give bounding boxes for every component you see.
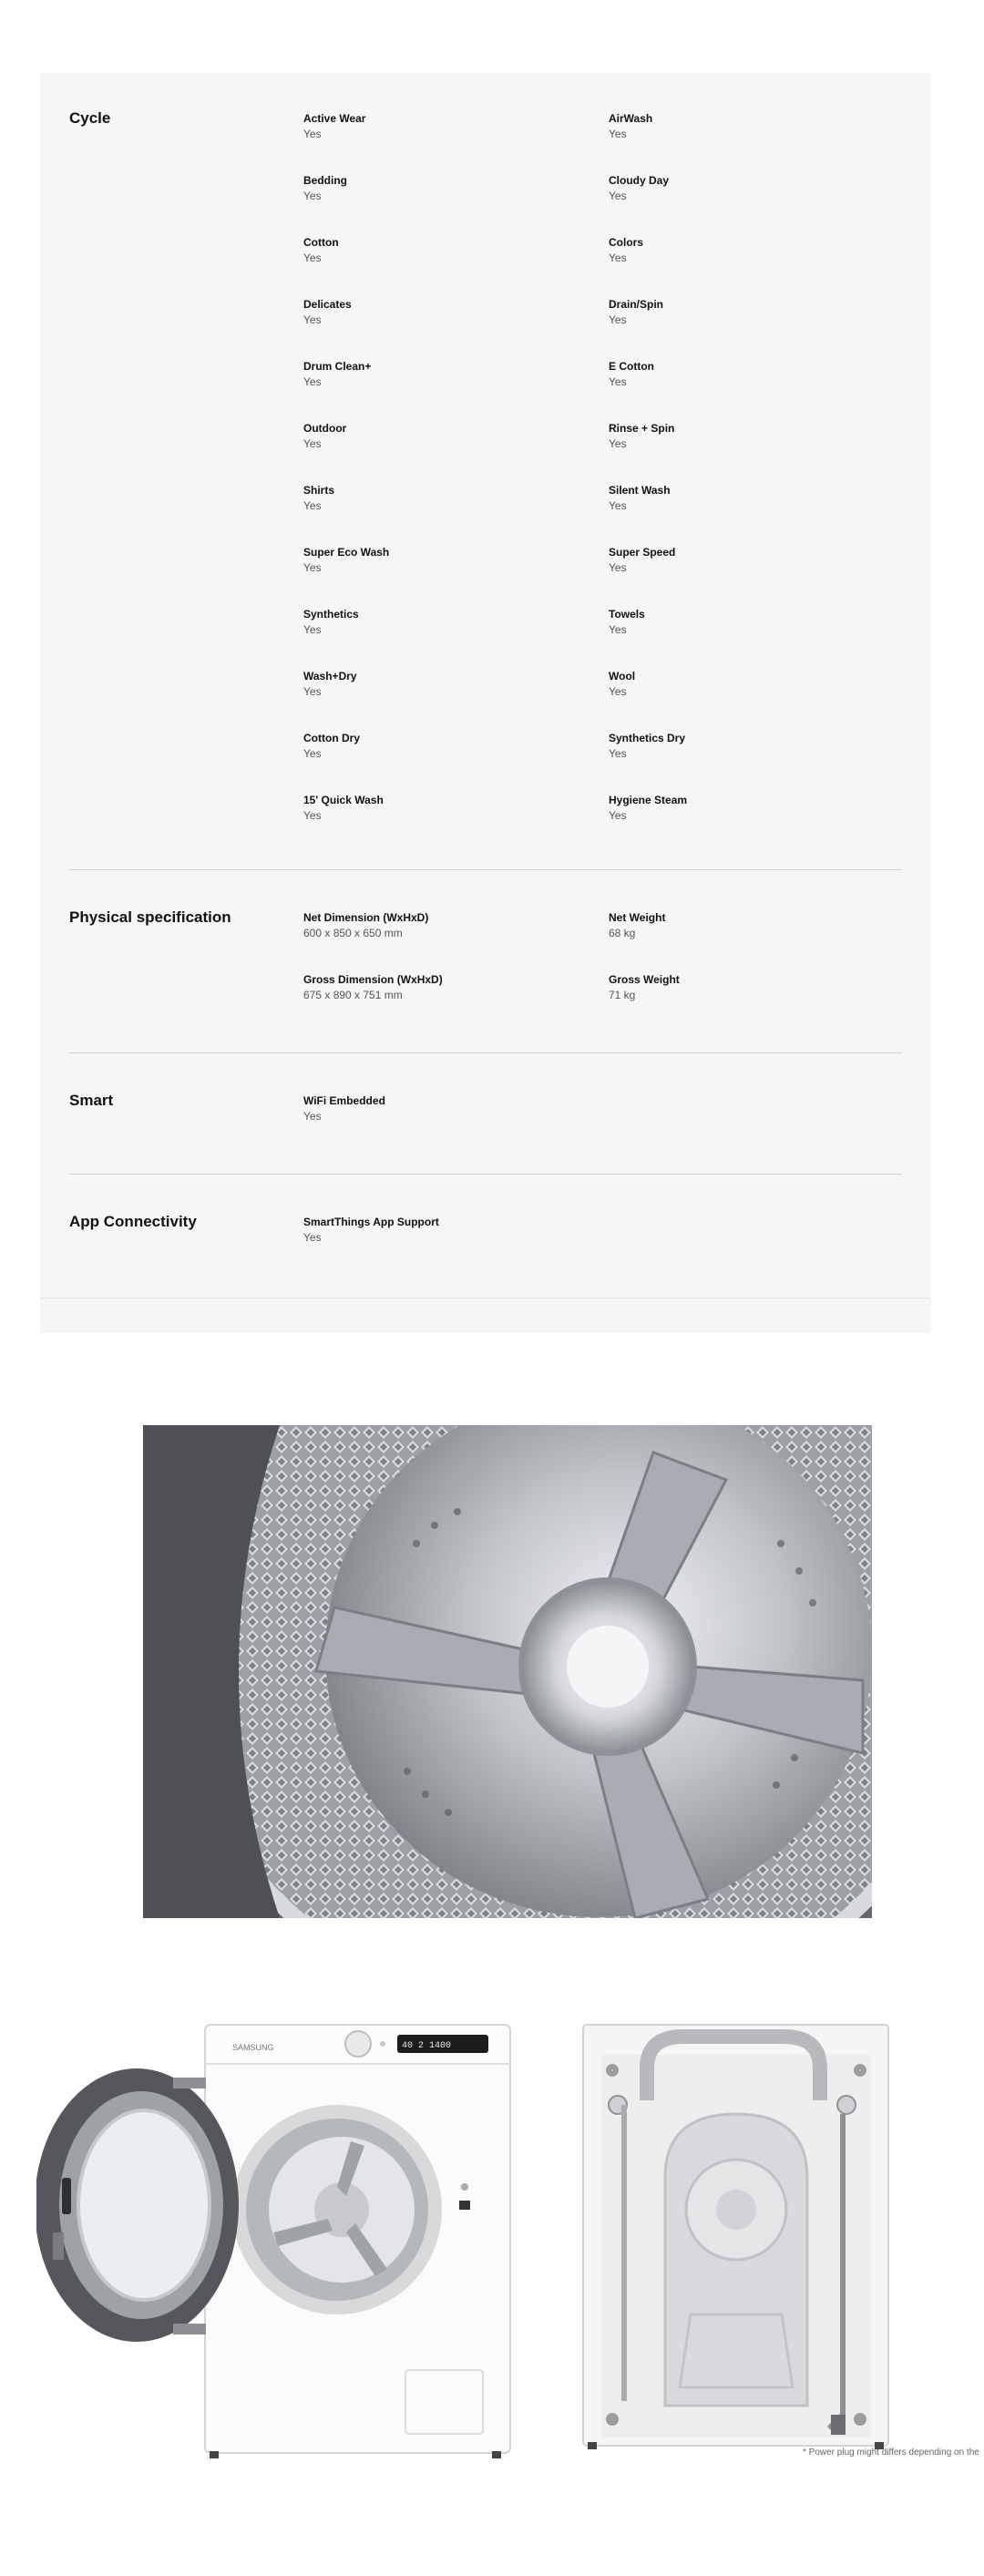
spec-name: Drain/Spin bbox=[609, 298, 664, 311]
spec-name: Synthetics bbox=[303, 608, 359, 621]
spec-item bbox=[303, 731, 577, 762]
brand-label: SAMSUNG bbox=[232, 2043, 274, 2052]
spec-value: Yes bbox=[303, 375, 322, 388]
spec-value: Yes bbox=[609, 313, 627, 326]
spec-name: Net Dimension (WxHxD) bbox=[303, 911, 429, 924]
section-divider bbox=[69, 1052, 902, 1053]
spec-value: Yes bbox=[303, 561, 322, 574]
spec-value: Yes bbox=[303, 251, 322, 264]
spec-name: Cotton Dry bbox=[303, 732, 360, 744]
spec-value: 675 x 890 x 751 mm bbox=[303, 989, 403, 1001]
spec-value: Yes bbox=[303, 437, 322, 450]
section-divider bbox=[69, 869, 902, 870]
spec-value: Yes bbox=[609, 747, 627, 760]
spec-value: 68 kg bbox=[609, 927, 636, 939]
spec-value: Yes bbox=[609, 437, 627, 450]
spec-name: Wool bbox=[609, 670, 636, 682]
spec-name: 15' Quick Wash bbox=[303, 794, 384, 806]
spec-value: Yes bbox=[303, 1231, 322, 1244]
spec-name: WiFi Embedded bbox=[303, 1094, 385, 1107]
spec-name: Hygiene Steam bbox=[609, 794, 688, 806]
spec-item bbox=[303, 1093, 577, 1124]
spec-name: Delicates bbox=[303, 298, 352, 311]
spec-item bbox=[303, 793, 577, 824]
spec-value: Yes bbox=[609, 561, 627, 574]
spec-item bbox=[303, 235, 577, 266]
spec-item bbox=[303, 483, 577, 514]
spec-item bbox=[303, 297, 577, 328]
spec-name: Gross Dimension (WxHxD) bbox=[303, 973, 443, 986]
power-plug-footnote: * Power plug might differs depending on the bbox=[803, 2448, 979, 2458]
spec-name: Super Eco Wash bbox=[303, 546, 390, 559]
spec-name: Gross Weight bbox=[609, 973, 680, 986]
spec-name: Cotton bbox=[303, 236, 339, 249]
spec-name: Towels bbox=[609, 608, 645, 621]
spec-name: AirWash bbox=[609, 112, 653, 125]
spec-name: Bedding bbox=[303, 174, 347, 187]
spec-value: Yes bbox=[303, 190, 322, 202]
spec-item bbox=[609, 910, 882, 941]
product-views bbox=[36, 2014, 984, 2469]
spec-item bbox=[609, 483, 882, 514]
spec-item bbox=[609, 235, 882, 266]
spec-item bbox=[303, 1215, 577, 1246]
spec-item bbox=[303, 669, 577, 700]
spec-name: Active Wear bbox=[303, 112, 366, 125]
spec-item bbox=[609, 793, 882, 824]
section-title: Smart bbox=[69, 1092, 114, 1109]
spec-name: E Cotton bbox=[609, 360, 654, 373]
spec-name: Shirts bbox=[303, 484, 335, 497]
spec-item bbox=[609, 545, 882, 576]
section-title: App Connectivity bbox=[69, 1213, 197, 1230]
section-title: Physical specification bbox=[69, 908, 231, 926]
open-door-image bbox=[36, 2068, 239, 2342]
spec-value: Yes bbox=[609, 623, 627, 636]
control-display: 40 2 1400 bbox=[402, 2041, 452, 2051]
spec-value: Yes bbox=[303, 1110, 322, 1123]
spec-item bbox=[303, 173, 577, 204]
spec-value: 71 kg bbox=[609, 989, 636, 1001]
spec-item bbox=[609, 731, 882, 762]
spec-value: Yes bbox=[609, 685, 627, 698]
spec-name: Wash+Dry bbox=[303, 670, 357, 682]
washer-back-image bbox=[583, 2025, 888, 2449]
spec-value: Yes bbox=[609, 375, 627, 388]
spec-value: 600 x 850 x 650 mm bbox=[303, 927, 403, 939]
spec-name: Cloudy Day bbox=[609, 174, 670, 187]
washer-front-image bbox=[205, 2025, 510, 2458]
spec-value: Yes bbox=[303, 623, 322, 636]
drum-close-up-image bbox=[143, 1425, 872, 1918]
spec-name: Net Weight bbox=[609, 911, 666, 924]
spec-name: Silent Wash bbox=[609, 484, 671, 497]
spec-item bbox=[303, 545, 577, 576]
section-divider bbox=[69, 1174, 902, 1175]
spec-item bbox=[609, 607, 882, 638]
section-title: Cycle bbox=[69, 109, 111, 127]
spec-value: Yes bbox=[303, 747, 322, 760]
spec-value: Yes bbox=[303, 685, 322, 698]
spec-value: Yes bbox=[303, 128, 322, 140]
spec-item bbox=[609, 669, 882, 700]
spec-value: Yes bbox=[609, 128, 627, 140]
spec-item bbox=[303, 607, 577, 638]
spec-item bbox=[303, 359, 577, 390]
spec-name: Outdoor bbox=[303, 422, 347, 435]
spec-name: Rinse + Spin bbox=[609, 422, 675, 435]
spec-item bbox=[609, 173, 882, 204]
spec-item bbox=[303, 910, 577, 941]
spec-value: Yes bbox=[303, 313, 322, 326]
spec-value: Yes bbox=[609, 499, 627, 512]
spec-name: Synthetics Dry bbox=[609, 732, 686, 744]
spec-value: Yes bbox=[303, 499, 322, 512]
spec-value: Yes bbox=[303, 809, 322, 822]
spec-name: Colors bbox=[609, 236, 644, 249]
spec-item bbox=[303, 111, 577, 142]
spec-item bbox=[303, 421, 577, 452]
spec-item bbox=[609, 421, 882, 452]
spec-item bbox=[609, 297, 882, 328]
spec-item bbox=[303, 972, 577, 1003]
spec-name: Super Speed bbox=[609, 546, 676, 559]
spec-value: Yes bbox=[609, 809, 627, 822]
spec-name: Drum Clean+ bbox=[303, 360, 372, 373]
specifications-panel bbox=[40, 73, 931, 1333]
spec-item bbox=[609, 111, 882, 142]
spec-value: Yes bbox=[609, 190, 627, 202]
spec-name: SmartThings App Support bbox=[303, 1216, 439, 1228]
spec-value: Yes bbox=[609, 251, 627, 264]
spec-item bbox=[609, 972, 882, 1003]
spec-item bbox=[609, 359, 882, 390]
